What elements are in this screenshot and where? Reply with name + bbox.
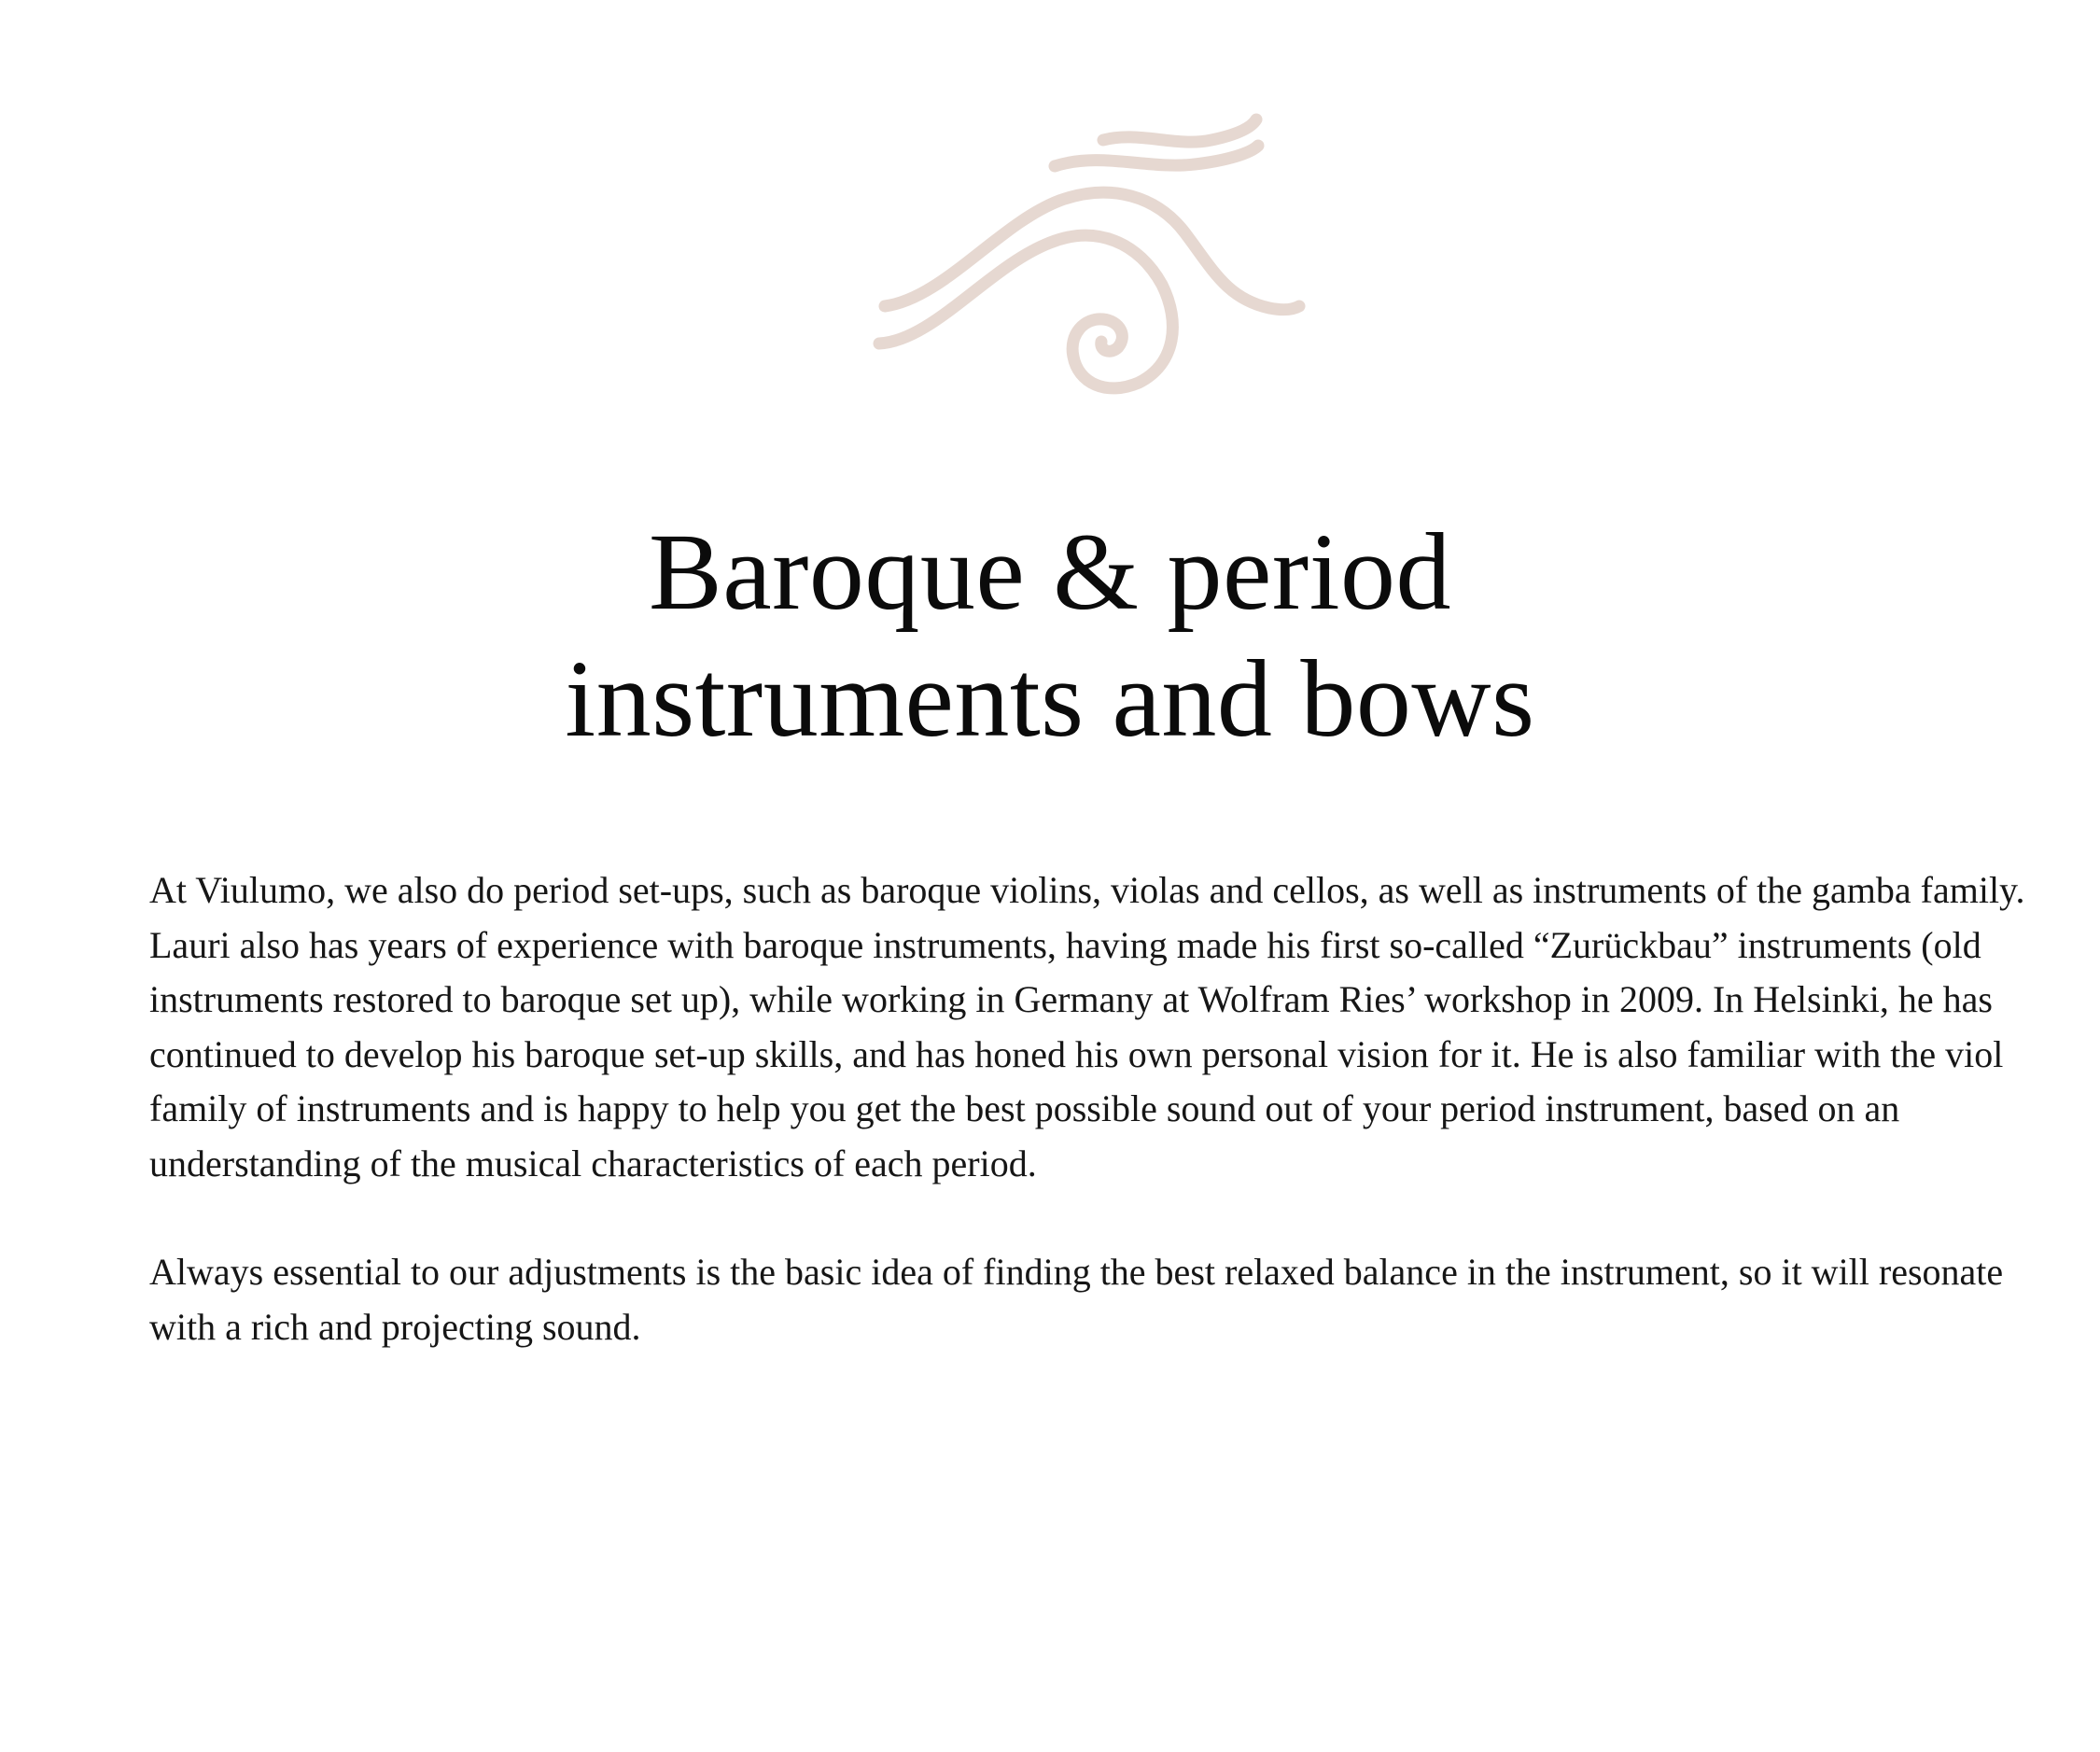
page-title	[0, 509, 2100, 763]
page-title-line-2: instruments and bows	[565, 638, 1535, 760]
content-paragraph-1: At Viulumo, we also do period set-ups, such as baroque violins, violas and cellos, as well as instruments of the gamba family. Lauri also has years of experience with baroque instruments, having made his first so-called “Zurückbau” instruments (old instruments restored to baroque set up), while working in Germany at Wolfram Ries’ workshop in 2009. In Helsinki, he has continued to develop his baroque set-up skills, and has honed his own personal vision for it. He is also familiar with the viol family of instruments and is happy to help you get the best possible sound out of your period instrument, based on an understanding of the musical characteristics of each period.	[149, 869, 2025, 1184]
content-body	[149, 863, 2035, 1354]
violin-scroll-swirl-icon	[868, 112, 1316, 411]
page-title-line-1: Baroque & period	[649, 511, 1451, 633]
content-paragraph-2: Always essential to our adjustments is the basic idea of finding the best relaxed balance in the instrument, so it will resonate with a rich and projecting sound.	[149, 1251, 2004, 1348]
